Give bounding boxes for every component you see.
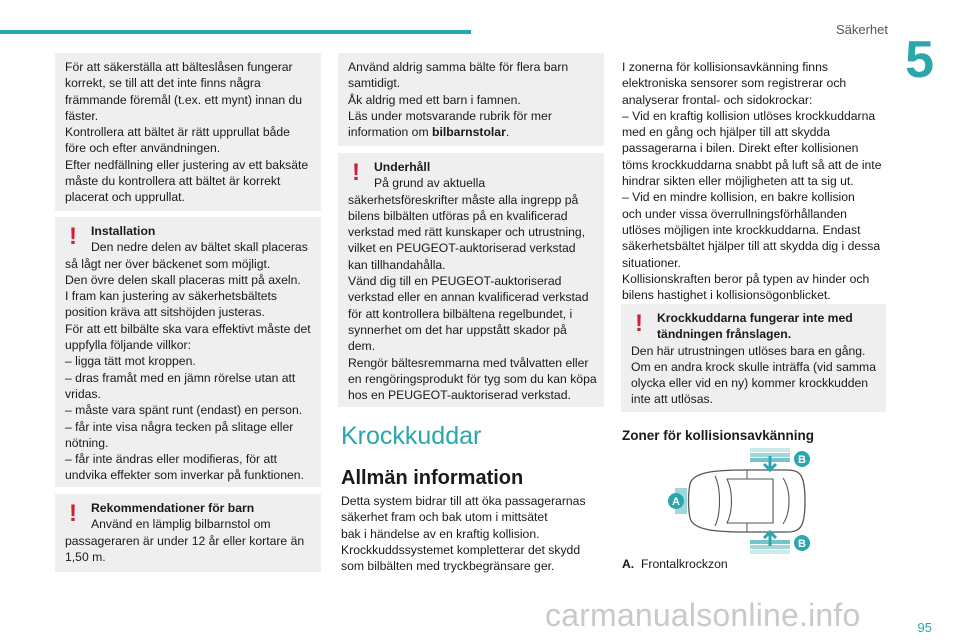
warning-box-ignition	[621, 304, 886, 412]
text-line: verkstad eller en annan kvalificerad verkstad	[348, 290, 589, 305]
text-line: så lågt ner över bäckenet som möjligt.	[65, 256, 271, 271]
text-line: Kollisionskraften beror på typen av hinder och	[622, 271, 870, 286]
text-line: 1,50 m.	[65, 549, 106, 564]
text-line: en rengöringsprodukt för tyg som du kan köpa	[348, 371, 597, 386]
box-title: Installation	[91, 224, 156, 238]
chapter-number: 5	[905, 31, 934, 89]
text-line: främmande föremål (t.ex. ett mynt) innan du	[65, 92, 303, 107]
text-line: som bilbälten med tryckbegränsare ger.	[341, 559, 555, 574]
text-line: Detta system bidrar till att öka passagerarnas	[341, 494, 586, 508]
caption-key: A.	[622, 557, 635, 571]
car-outline	[689, 470, 806, 532]
text-line: I fram kan justering av säkerhetsbältets	[65, 289, 278, 304]
text-line: Den övre delen skall placeras mitt på axeln.	[65, 272, 301, 287]
text-line: bilens bilbälten utföras på en kvalificerad	[348, 208, 568, 223]
text-line: säkerhetsföreskrifter måste alla ingrepp på	[348, 192, 579, 207]
page-number: 95	[917, 620, 932, 635]
text-line: Använd aldrig samma bälte för flera barn	[348, 60, 569, 74]
text-line: position kräva att sitshöjden justeras.	[65, 305, 265, 320]
text-fragment: information om	[348, 125, 432, 140]
text-line: uppfylla följande villkor:	[65, 338, 192, 353]
diagram-caption	[622, 557, 728, 571]
text-line: elektroniska sensorer som registrerar och	[622, 76, 847, 91]
warning-icon: !	[352, 159, 360, 186]
warning-icon: !	[635, 310, 643, 337]
text-line: kan tillhandahålla.	[348, 257, 446, 272]
text-line: och under vissa överrullningsförhållanden	[622, 206, 847, 221]
caption-text: Frontalkrockzon	[640, 557, 728, 571]
text-line: vilket en PEUGEOT-auktoriserad verkstad	[348, 241, 576, 256]
text-line: måste du kontrollera att bältet är korrekt	[65, 174, 281, 189]
side-zone-top	[750, 448, 790, 470]
text-line: För att säkerställa att bälteslåsen fungerar	[65, 60, 293, 74]
text-line: analyserar frontal- och sidokrockar:	[622, 92, 813, 107]
text-line: säkerhetsbältet hjälper till att skydda dig i dessa	[622, 239, 881, 254]
label-a: A	[672, 496, 680, 508]
text-line: – får inte ändras eller modifieras, för att	[65, 452, 278, 467]
text-line: för att kontrollera bilbältena regelbundet, i	[348, 306, 573, 321]
box-title: tändningen frånslagen.	[657, 327, 792, 342]
warning-box-installation	[55, 217, 321, 487]
text-line: placerat och upprullat.	[65, 190, 185, 205]
label-b-top: B	[798, 454, 806, 466]
box-title: Rekommendationer för barn	[91, 501, 255, 515]
text-line: Krockkuddssystemet kompletterar det skydd	[341, 542, 581, 557]
text-line: – får inte visa några tecken på slitage eller	[65, 419, 294, 434]
text-line: Vänd dig till en PEUGEOT-auktoriserad	[348, 274, 562, 289]
text-line: hindrar sikten eller möjligheten att ta sig ut.	[622, 174, 854, 189]
warning-box-children	[55, 494, 321, 572]
side-zone-bottom	[750, 532, 790, 554]
text-line: Den här utrustningen utlöses bara en gång.	[631, 343, 866, 358]
text-line: För att ett bilbälte ska vara effektivt måste det	[65, 321, 311, 336]
text-line: bilens hastighet i kollisionsögonblicket.	[622, 288, 831, 303]
detection-info-text	[622, 59, 892, 303]
text-line: Åk aldrig med ett barn i famnen.	[348, 92, 521, 107]
text-fragment: .	[505, 125, 510, 140]
text-line: I zonerna för kollisionsavkänning finns	[622, 60, 828, 74]
text-line: Läs under motsvarande rubrik för mer	[348, 108, 552, 123]
text-line: vridas.	[65, 386, 101, 401]
general-info-text	[341, 493, 606, 574]
text-line: undvika effekter som inverkar på funktionen.	[65, 468, 304, 483]
collision-zones-diagram	[655, 446, 815, 556]
note-box-child-seat	[338, 53, 604, 146]
text-line: bak i händelse av en kraftig kollision.	[341, 526, 540, 541]
text-line: – Vid en mindre kollision, en bakre kollision	[622, 190, 855, 205]
box-title: Krockkuddarna fungerar inte med	[657, 311, 853, 325]
text-line: Rengör bältesremmarna med tvålvatten eller	[348, 355, 589, 370]
text-line: – Vid en kraftig kollision utlöses krockkuddarna	[622, 108, 876, 123]
text-line: med en gång och hjälper till att skydda	[622, 125, 830, 140]
text-line: Efter nedfällning eller justering av ett baksäte	[65, 157, 309, 172]
warning-box-maintenance	[338, 153, 604, 407]
text-line: samtidigt.	[348, 76, 401, 91]
text-line: verkstad med rätt kunskaper och utrustning,	[348, 225, 586, 240]
text-line: säkerhet fram och bak utom i mittsätet	[341, 510, 548, 525]
header-accent-bar	[0, 30, 471, 34]
text-line: Den nedre delen av bältet skall placeras	[91, 240, 308, 255]
text-line: – dras framåt med en jämn rörelse utan att	[65, 370, 296, 385]
text-line: passageraren är under 12 år eller kortare än	[65, 533, 305, 548]
text-line: – måste vara spänt runt (endast) en person.	[65, 403, 303, 418]
text-line: utlöses möjligen inte krockkuddarna. Endast	[622, 222, 861, 237]
box-title: Underhåll	[374, 160, 431, 174]
section-heading-zones: Zoner för kollisionsavkänning	[622, 428, 815, 443]
text-line: synnerhet om det har uppstått skador på	[348, 322, 567, 337]
text-line: före och efter användningen.	[65, 141, 221, 156]
label-b-bottom: B	[798, 538, 806, 550]
text-line: Använd en lämplig bilbarnstol om	[91, 517, 271, 532]
watermark: carmanualsonline.info	[545, 597, 861, 633]
section-heading-general: Allmän information	[341, 467, 524, 489]
text-line: töms krockkuddarna snabbt på luft så att de inte	[622, 157, 882, 172]
note-box-buckle	[55, 53, 321, 211]
text-line: passagerarna i bilen. Direkt efter kollisionen	[622, 141, 859, 156]
warning-icon: !	[69, 223, 77, 250]
text-line: fäster.	[65, 108, 99, 123]
text-line: På grund av aktuella	[374, 176, 486, 191]
text-line: hos en PEUGEOT-auktoriserad verkstad.	[348, 388, 571, 403]
child-seat-link-text: bilbarnstolar	[432, 125, 506, 140]
text-line: dem.	[348, 339, 376, 354]
warning-icon: !	[69, 500, 77, 527]
text-line	[348, 124, 594, 140]
text-line: – ligga tätt mot kroppen.	[65, 354, 196, 369]
text-line: korrekt, se till att det inte finns några	[65, 76, 261, 91]
text-line: inte att utlösas.	[631, 392, 713, 407]
text-line: situationer.	[622, 255, 681, 270]
text-line: Kontrollera att bältet är rätt upprullat både	[65, 125, 290, 140]
text-line: nötning.	[65, 435, 109, 450]
chapter-heading-airbags: Krockkuddar	[341, 422, 482, 450]
section-title: Säkerhet	[835, 22, 888, 37]
text-line: olycka eller vid en ny) kommer krockkudden	[631, 376, 869, 391]
text-line: Om en andra krock skulle inträffa (vid samma	[631, 359, 876, 374]
